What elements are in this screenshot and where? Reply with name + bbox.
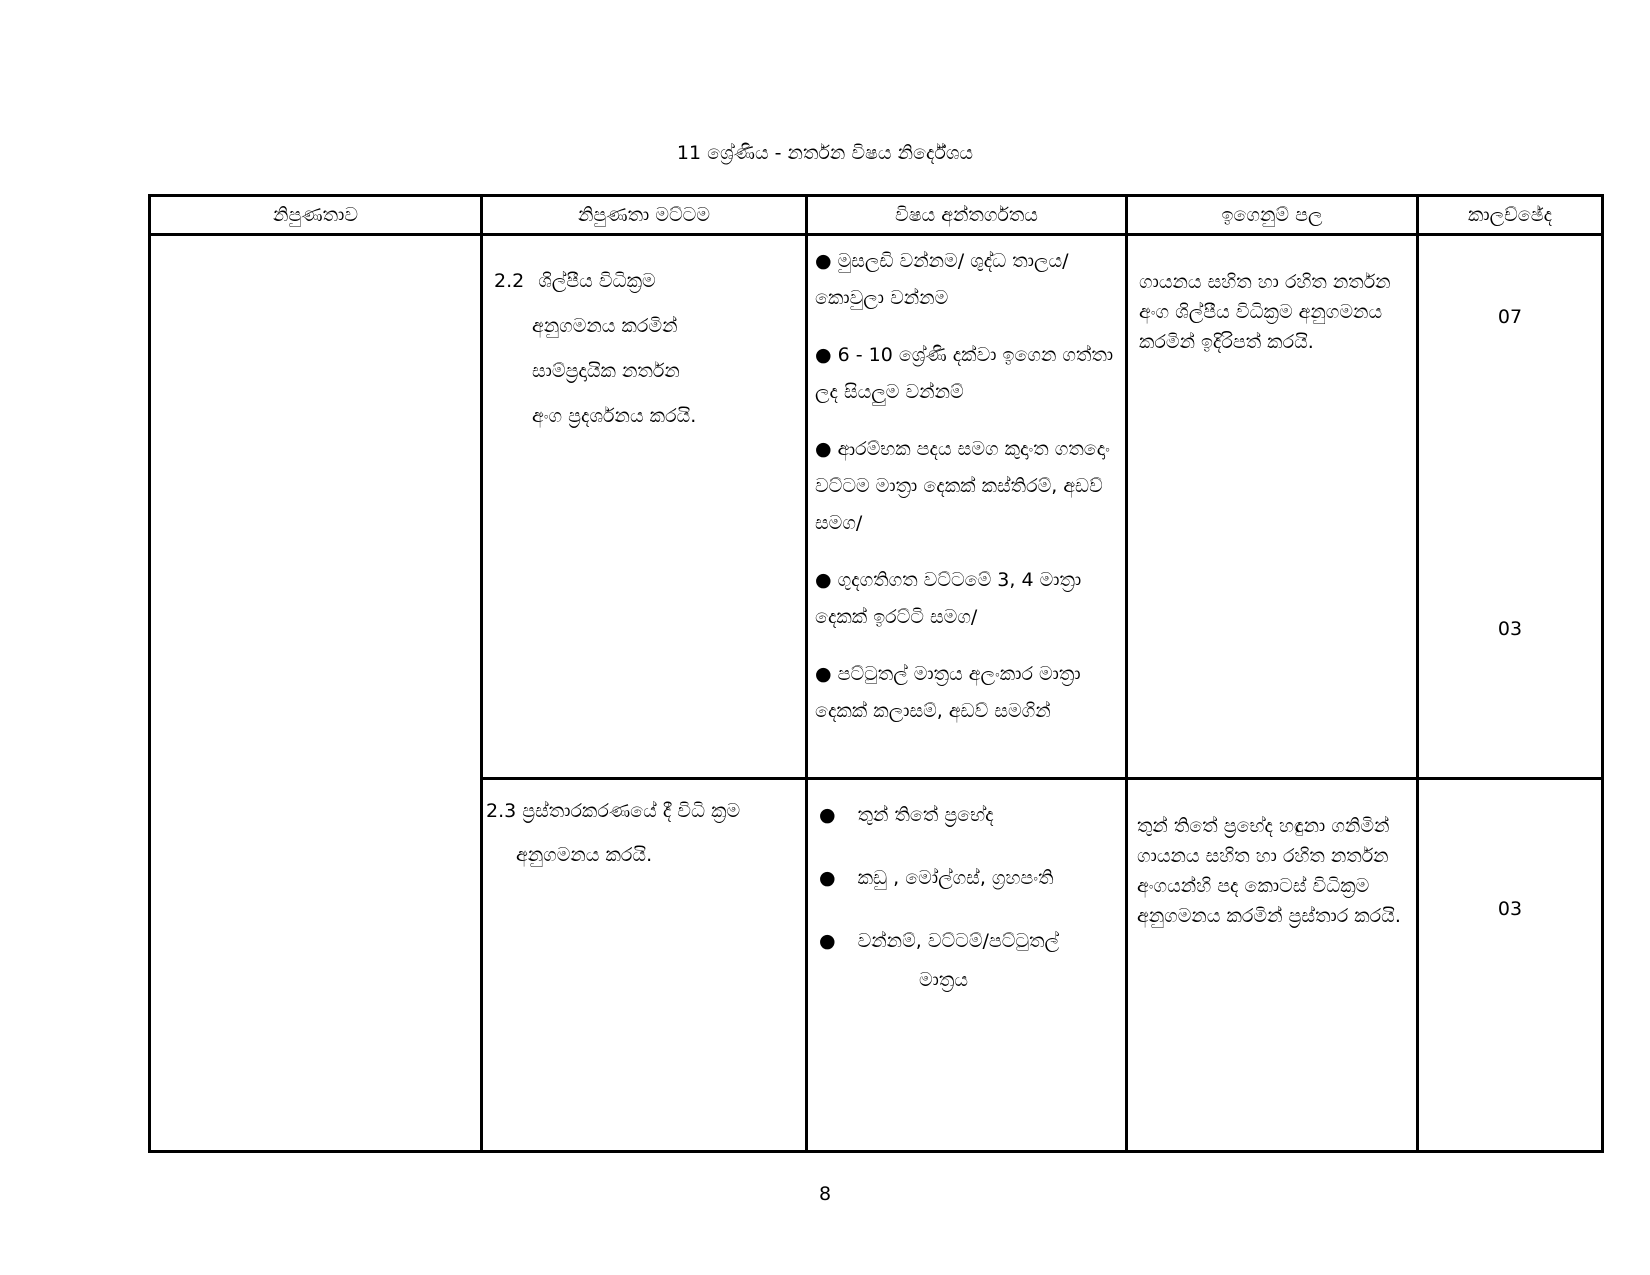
competency-level-line: අනුගමනය කරයි. <box>516 844 653 866</box>
bullet-icon: ● <box>819 867 836 889</box>
list-item-text: කඩු , මෝල්ගස්, ග්‍රහපංති <box>857 867 1054 889</box>
period-count: 03 <box>1497 898 1523 920</box>
bullet-icon: ● <box>815 569 832 591</box>
bullet-icon: ● <box>819 804 836 826</box>
header-learning-outcomes: ඉගෙනුම් පල <box>1127 196 1418 235</box>
bullet-icon: ● <box>815 438 832 460</box>
bullet-icon: ● <box>815 250 832 272</box>
list-item-text: මුසලඩි වන්නම/ ශුද්ධ තාලය/කොවුලා වන්නම <box>815 250 1069 309</box>
competency-level-cell <box>482 235 807 779</box>
learning-outcome-text: තුන් තිතේ ප්‍රභේද හඳුනා ගනිමින් ගායනය සහිත හා රහිත නර්තන අංගයන්හි පද කොටස් විධික්‍රම අනුගමනය කරමින් ප්‍රස්තාර කරයි. <box>1137 815 1401 927</box>
list-item <box>819 799 1118 832</box>
list-item-text: වන්නම්, වට්ටම්/පට්ටුතල් <box>857 930 1060 952</box>
competency-level-text <box>484 237 804 439</box>
competency-level-cell <box>482 779 807 1152</box>
bullet-icon: ● <box>815 663 832 685</box>
list-item-text: තුන් තිතේ ප්‍රභේද <box>857 804 994 826</box>
table-row <box>150 235 1603 779</box>
header-periods: කාලච්ඡේද <box>1418 196 1603 235</box>
list-item-text: ආරම්භක පදය සමග කුදාංත ගතදොං වට්ටම මාත්‍රා දෙකක් කස්තිරම්, අඩව් සමග/ <box>815 438 1110 534</box>
competency-level-line: 2.3 ප්‍රස්තාරකරණයේ දී විධි ක්‍රම <box>486 800 741 822</box>
header-competency-level: නිපුණතා මට්ටම <box>482 196 807 235</box>
page-title: 11 ශ්‍රේණිය - නර්තන විෂය නිර්දේශය <box>676 142 974 164</box>
list-item-text: 6 - 10 ශ්‍රේණි දක්වා ඉගෙන ගත්තා ලද සියලුම වන්නම් <box>815 344 1114 403</box>
list-item-continuation: මාත්‍රය <box>919 969 969 991</box>
list-item <box>815 431 1118 542</box>
periods-cell <box>1418 779 1603 1152</box>
period-count: 03 <box>1497 618 1523 640</box>
list-item <box>815 337 1118 411</box>
subject-content-cell <box>807 235 1127 779</box>
list-item <box>819 925 1118 997</box>
periods-cell <box>1418 235 1603 779</box>
list-item <box>815 243 1118 317</box>
competency-level-line: ශිල්පීය විධික්‍රම <box>538 270 656 292</box>
subject-content-cell <box>807 779 1127 1152</box>
learning-outcome-text: ගායනය සහිත හා රහිත නර්තන අංග ශිල්පීය විධික්‍රම අනුගමනය කරමින් ඉදිරිපත් කරයි. <box>1139 271 1391 353</box>
list-item-text: ගුදගතිගත වට්ටමේ 3, 4 මාත්‍රා දෙකක් ඉරට්ටි සමග/ <box>815 569 1082 628</box>
competency-level-text <box>484 781 804 877</box>
bullet-icon: ● <box>815 344 832 366</box>
competency-level-line: සාම්ප්‍රදායික නර්තන <box>532 360 680 382</box>
list-item <box>815 656 1118 730</box>
learning-outcome-cell <box>1127 779 1418 1152</box>
content-list <box>809 781 1124 997</box>
table-header-row <box>150 196 1603 235</box>
learning-outcome-cell <box>1127 235 1418 779</box>
competency-level-line: අංග ප්‍රදර්ශනය කරයි. <box>532 405 697 427</box>
header-subject-content: විෂය අන්තර්ගතය <box>807 196 1127 235</box>
competency-cell <box>150 235 482 1152</box>
bullet-icon: ● <box>819 930 836 952</box>
competency-level-line: අනුගමනය කරමින් <box>532 315 678 337</box>
period-count: 07 <box>1497 306 1523 328</box>
list-item <box>815 562 1118 636</box>
header-competency: නිපුණතාව <box>150 196 482 235</box>
content-list <box>809 237 1124 730</box>
syllabus-table <box>148 194 1604 1153</box>
competency-level-number: 2.2 <box>494 270 525 292</box>
list-item <box>819 862 1118 895</box>
page-number: 8 <box>818 1183 832 1205</box>
list-item-text: පට්ටුතල් මාත්‍රය අලංකාර මාත්‍රා දෙකක් කලාසම්, අඩව් සමගින් <box>815 663 1081 722</box>
